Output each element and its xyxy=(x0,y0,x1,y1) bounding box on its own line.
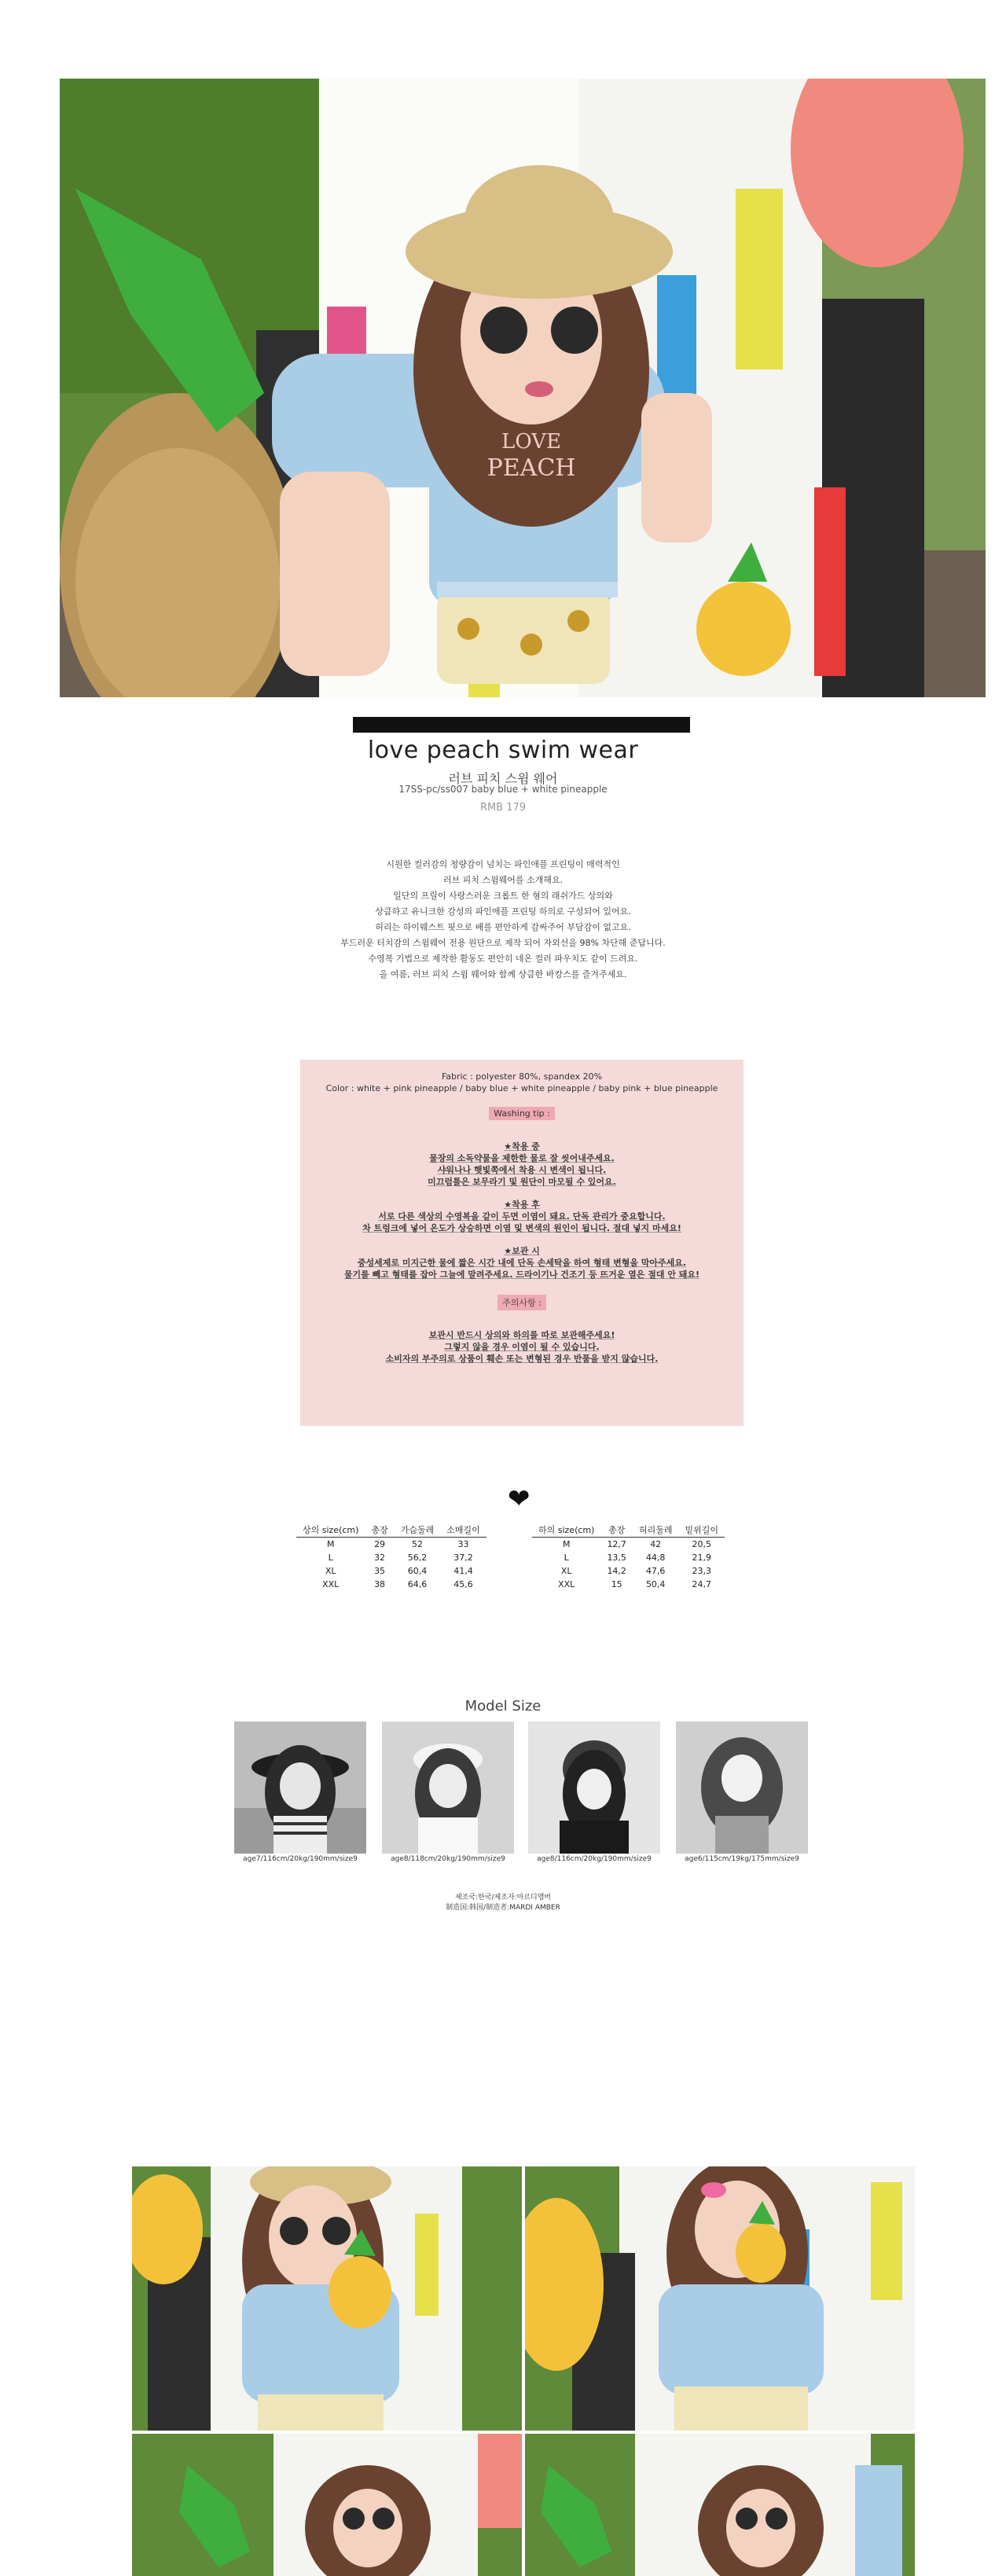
size-table-top xyxy=(296,1523,486,1591)
table-cell: L xyxy=(328,1553,333,1563)
product-photo-3 xyxy=(132,2434,522,2576)
model-card xyxy=(382,1722,514,1863)
product-photo-2 xyxy=(525,2166,915,2431)
table-cell: 60,4 xyxy=(407,1566,428,1576)
description-line: 일단의 프릴이 사랑스러운 크롭트 한 형의 래쉬가드 상의와 xyxy=(393,891,613,901)
table-header: 소매길이 xyxy=(440,1523,486,1538)
washing-tip-tag: Washing tip : xyxy=(489,1107,555,1120)
table-cell: 52 xyxy=(411,1539,423,1549)
product-price: RMB 179 xyxy=(479,802,527,814)
model-caption: age6/115cm/19kg/175mm/size9 xyxy=(685,1855,799,1863)
table-header: 총장 xyxy=(600,1523,633,1538)
care-line: 물기를 빼고 형태를 잡아 그늘에 말려주세요. 드라이기나 건조기 등 뜨거운 열은 절대 안 돼요! xyxy=(343,1270,700,1280)
table-row xyxy=(532,1564,725,1578)
product-photo-4 xyxy=(525,2434,915,2576)
table-cell: 14,2 xyxy=(607,1566,626,1576)
table-cell: 41,4 xyxy=(453,1566,473,1576)
product-description xyxy=(0,857,1006,983)
product-title-korean: 러브 피치 스윔 웨어 xyxy=(448,771,558,786)
model-caption: age7/116cm/20kg/190mm/size9 xyxy=(243,1855,358,1863)
description-line: 시원한 컬러감의 청량감이 넘치는 파인애플 프린팅이 매력적인 xyxy=(386,859,620,869)
model-photo xyxy=(676,1722,808,1854)
table-cell: 12,7 xyxy=(607,1539,626,1549)
model-photo xyxy=(234,1722,366,1854)
table-cell: 35 xyxy=(374,1566,386,1576)
model-caption: age8/116cm/20kg/190mm/size9 xyxy=(537,1855,652,1863)
table-header: 가슴둘레 xyxy=(395,1523,441,1538)
model-caption: age8/118cm/20kg/190mm/size9 xyxy=(391,1855,505,1863)
care-line: 샤워나나 햇빛쪽에서 착용 시 변색이 됩니다. xyxy=(437,1165,607,1175)
table-row xyxy=(296,1564,486,1578)
table-row xyxy=(296,1551,486,1564)
table-cell: 33 xyxy=(457,1539,469,1549)
product-photo-1 xyxy=(132,2166,522,2431)
table-cell: 56,2 xyxy=(407,1553,428,1563)
table-cell: 13,5 xyxy=(607,1553,626,1563)
fabric-info: Fabric : polyester 80%, spandex 20% xyxy=(441,1071,603,1082)
table-cell: 29 xyxy=(374,1539,386,1549)
table-cell: 15 xyxy=(611,1579,622,1589)
table-cell: 45,6 xyxy=(453,1579,473,1589)
origin-line: 制造国:韩国/制造者:MARDI AMBER xyxy=(446,1904,560,1912)
table-cell: XL xyxy=(325,1566,336,1576)
size-table-bottom xyxy=(532,1523,725,1591)
table-cell: 50,4 xyxy=(645,1579,666,1589)
heart-icon: ❤ xyxy=(508,1483,531,1515)
notice-line: 보관시 반드시 상의와 하의를 따로 보관해주세요! xyxy=(428,1330,615,1340)
care-line: 차 트렁크에 넣어 온도가 상승하면 이염 및 변색의 원인이 됩니다. 절대 넣지 마세요! xyxy=(362,1223,681,1233)
table-cell: XXL xyxy=(322,1579,340,1589)
description-line: 부드러운 터치감의 스윔웨어 전용 원단으로 제작 되어 자외선을 98% 차단해 준답니다. xyxy=(340,938,666,948)
table-row xyxy=(532,1551,725,1564)
product-title: love peach swim wear xyxy=(367,737,639,764)
origin-line: 제조국:한국/제조자:마르디앰버 xyxy=(454,1894,552,1902)
table-cell: 38 xyxy=(374,1579,386,1589)
hero-product-photo xyxy=(60,79,986,697)
table-row xyxy=(532,1538,725,1552)
table-row xyxy=(296,1538,486,1552)
after-title: ★착용 후 xyxy=(504,1200,540,1210)
notice-tag: 주의사항 : xyxy=(497,1295,546,1310)
model-photo xyxy=(382,1722,514,1854)
shirt-print-peach: PEACH xyxy=(486,454,576,482)
description-line: 수영복 기법으로 제작한 활동도 편안히 네온 컬러 파우치도 같이 드려요. xyxy=(368,954,638,964)
table-row xyxy=(296,1578,486,1591)
table-cell: 64,6 xyxy=(407,1579,428,1589)
table-cell: 32 xyxy=(374,1553,386,1563)
care-line: 미끄럼틀은 보무라기 및 원단이 마모될 수 있어요. xyxy=(428,1177,616,1187)
table-row xyxy=(532,1578,725,1591)
table-cell: 23,3 xyxy=(692,1566,711,1576)
table-header: 상의 size(cm) xyxy=(296,1523,365,1538)
table-cell: 21,9 xyxy=(692,1553,711,1563)
description-line: 올 여름, 러브 피치 스윔 웨어와 함께 상큼한 바캉스를 즐겨주세요. xyxy=(379,969,627,979)
before-title: ★착용 중 xyxy=(504,1141,540,1152)
product-code: 17SS-pc/ss007 baby blue + white pineapple xyxy=(398,784,608,795)
table-header: 허리둘레 xyxy=(633,1523,679,1538)
description-line: 상큼하고 유니크한 감성의 파인애플 프린팅 하의로 구성되어 있어요. xyxy=(375,906,631,917)
wash-title: ★보관 시 xyxy=(504,1246,540,1256)
table-header: 총장 xyxy=(365,1523,394,1538)
shirt-print-love: LOVE xyxy=(501,430,561,454)
table-cell: 24,7 xyxy=(692,1579,711,1589)
model-card xyxy=(528,1722,660,1863)
care-line: 서로 다른 색상의 수영복을 같이 두면 이염이 돼요. 단독 관리가 중요합니다. xyxy=(378,1211,666,1222)
model-photo xyxy=(528,1722,660,1854)
title-divider-bar xyxy=(353,717,690,733)
table-header: 밑위길이 xyxy=(678,1523,725,1538)
model-card xyxy=(676,1722,808,1863)
table-cell: M xyxy=(326,1539,335,1549)
table-cell: XXL xyxy=(558,1579,575,1589)
notice-line: 그렇지 않을 경우 이염이 될 수 있습니다. xyxy=(444,1342,600,1352)
model-card xyxy=(234,1722,366,1863)
table-cell: L xyxy=(564,1553,569,1563)
table-cell: XL xyxy=(560,1566,572,1576)
table-cell: 47,6 xyxy=(645,1566,666,1576)
origin-info xyxy=(0,1893,1006,1913)
model-size-title: Model Size xyxy=(464,1698,542,1714)
table-header: 하의 size(cm) xyxy=(532,1523,600,1538)
table-cell: M xyxy=(562,1539,571,1549)
notice-line: 소비자의 부주의로 상품이 훼손 또는 변형된 경우 반품을 받지 않습니다. xyxy=(385,1354,659,1364)
care-info-box xyxy=(300,1060,743,1426)
table-cell: 20,5 xyxy=(692,1539,711,1549)
care-line: 중성세제로 미지근한 물에 짧은 시간 내에 단독 손세탁을 하여 형태 변형을 막아주세요. xyxy=(357,1258,687,1268)
table-cell: 44,8 xyxy=(645,1553,666,1563)
table-cell: 42 xyxy=(650,1539,662,1549)
description-line: 러브 피치 스윔웨어를 소개해요. xyxy=(442,875,564,885)
care-line: 물장의 소독약물을 제한한 물로 잘 씻어내주세요. xyxy=(429,1153,615,1163)
table-cell: 37,2 xyxy=(453,1553,473,1563)
description-line: 허리는 하이웨스트 핏으로 배를 편안하게 감싸주어 부담감이 없고요. xyxy=(375,922,631,932)
color-info: Color : white + pink pineapple / baby blue + white pineapple / baby pink + blue pineapple xyxy=(325,1083,718,1093)
